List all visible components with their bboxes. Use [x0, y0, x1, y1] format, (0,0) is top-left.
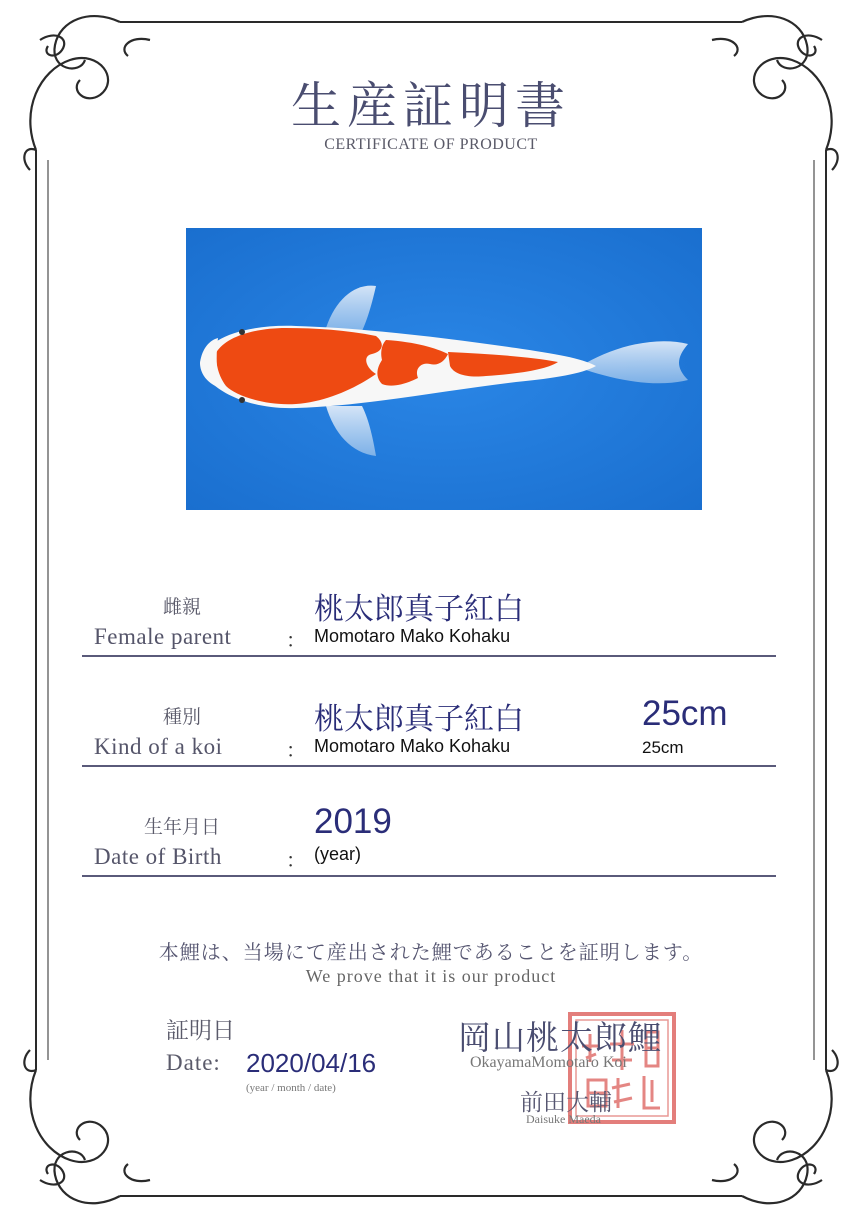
kind-label-en: Kind of a koi	[94, 734, 223, 759]
female-parent-value-en: Momotaro Mako Kohaku	[314, 626, 511, 646]
farm-name-jp: 岡山桃太郎鯉	[458, 1018, 662, 1057]
birth-year-note: (year)	[314, 844, 362, 864]
size-value-large: 25cm	[642, 694, 728, 733]
birth-colon: ：	[286, 850, 306, 872]
signer-name-jp: 前田大輔	[520, 1090, 612, 1116]
divider	[82, 765, 776, 767]
corner-flourish-bottom-left	[24, 1050, 150, 1203]
kind-value-jp: 桃太郎真子紅白	[314, 702, 524, 737]
koi-photo	[186, 228, 702, 510]
certificate-title-en: CERTIFICATE OF PRODUCT	[324, 136, 538, 153]
cert-date-format: (year / month / date)	[246, 1082, 336, 1094]
corner-flourish-bottom-right	[712, 1050, 838, 1203]
female-parent-label-en: Female parent	[94, 624, 232, 649]
divider	[82, 875, 776, 877]
birth-label-jp: 生年月日	[143, 816, 220, 838]
field-female-parent	[82, 580, 776, 660]
statement-en: We prove that it is our product	[305, 966, 557, 986]
kind-value-en: Momotaro Mako Kohaku	[314, 736, 511, 756]
cert-date-label-jp: 証明日	[166, 1018, 235, 1044]
size-value-small: 25cm	[642, 738, 684, 757]
signer-name-en: Daisuke Maeda	[526, 1112, 601, 1126]
farm-name-en: OkayamaMomotaro Koi	[470, 1054, 627, 1071]
statement-jp: 本鯉は、当場にて産出された鯉であることを証明します。	[158, 940, 704, 964]
divider	[82, 655, 776, 657]
certificate-title-jp: 生産証明書	[291, 77, 571, 135]
female-parent-label-jp: 雌親	[162, 596, 201, 618]
field-date-of-birth	[82, 800, 776, 880]
cert-date-label-en: Date:	[166, 1050, 221, 1075]
birth-year-value: 2019	[314, 802, 392, 841]
field-kind-of-koi	[82, 690, 776, 770]
female-parent-value-jp: 桃太郎真子紅白	[314, 592, 524, 627]
kind-colon: ：	[286, 740, 306, 762]
birth-label-en: Date of Birth	[94, 844, 222, 869]
female-parent-colon: ：	[286, 630, 306, 652]
kind-label-jp: 種別	[162, 706, 201, 728]
cert-date-value: 2020/04/16	[246, 1048, 377, 1078]
